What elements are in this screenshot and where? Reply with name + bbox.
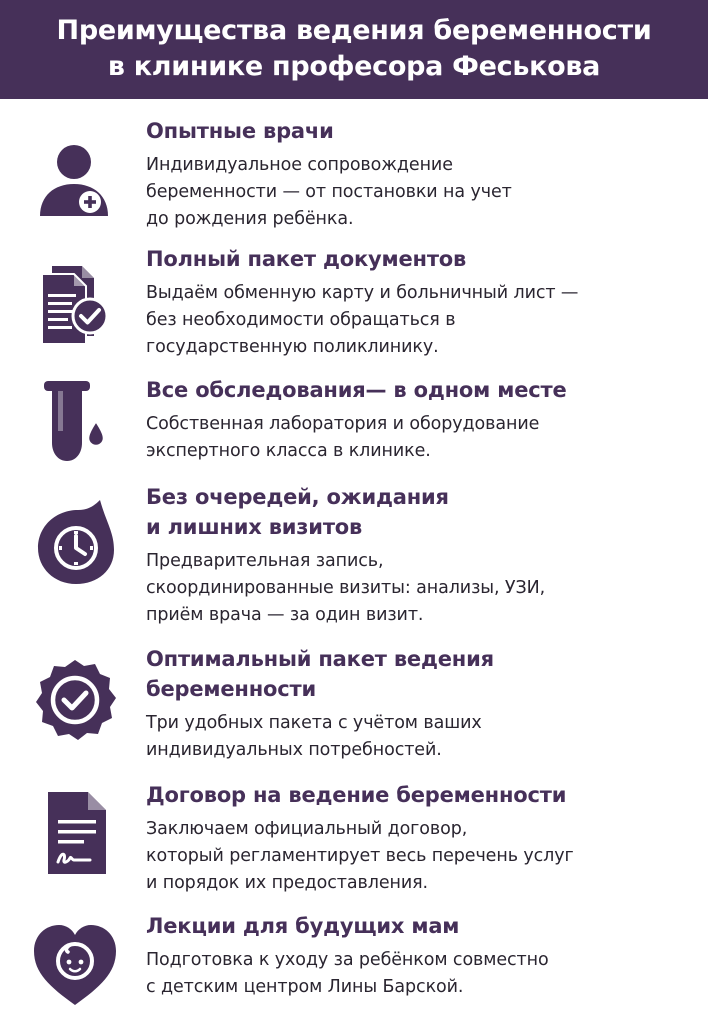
benefit-text [146, 780, 691, 897]
contract-icon [30, 788, 120, 878]
page-header [0, 0, 708, 99]
benefit-text [146, 644, 691, 764]
benefit-title: Опытные врачи [146, 119, 334, 143]
benefit-description: Предварительная запись, скоординированные визиты: анализы, УЗИ, приём врача — за один визит. [146, 551, 546, 625]
baby-heart-icon [30, 917, 120, 1007]
benefit-description: Три удобных пакета с учётом ваших индивидуальных потребностей. [146, 713, 482, 760]
page-title-line-2: в клинике професора Феськова [107, 51, 601, 82]
benefit-text [146, 911, 691, 1001]
page-title-line-1: Преимущества ведения беременности [56, 15, 652, 46]
benefit-title: Оптимальный пакет ведения беременности [146, 647, 494, 701]
benefit-title: Лекции для будущих мам [146, 914, 460, 938]
benefit-title: Без очередей, ожидания и лишних визитов [146, 485, 449, 539]
doctor-icon [30, 134, 120, 224]
benefit-title: Все обследования— в одном месте [146, 378, 567, 402]
benefit-description: Подготовка к уходу за ребёнком совместно с детским центром Лины Барской. [146, 950, 549, 997]
benefit-text [146, 116, 691, 233]
documents-check-icon [30, 258, 120, 348]
benefit-description: Индивидуальное сопровождение беременности — от постановки на учет до рождения ребёнка. [146, 155, 512, 229]
benefit-text [146, 375, 691, 465]
benefit-description: Выдаём обменную карту и больничный лист — без необходимости обращаться в государственную поликлинику. [146, 283, 579, 357]
benefit-title: Договор на ведение беременности [146, 783, 567, 807]
benefit-description: Собственная лаборатория и оборудование экспертного класса в клинике. [146, 414, 540, 461]
benefit-description: Заключаем официальный договор, который регламентирует весь перечень услуг и порядок их предоставления. [146, 819, 574, 893]
benefit-title: Полный пакет документов [146, 247, 467, 271]
test-tube-icon [30, 377, 120, 467]
benefit-text [146, 244, 691, 361]
clock-icon [30, 494, 120, 584]
badge-check-icon [30, 656, 120, 746]
benefit-text [146, 482, 691, 629]
